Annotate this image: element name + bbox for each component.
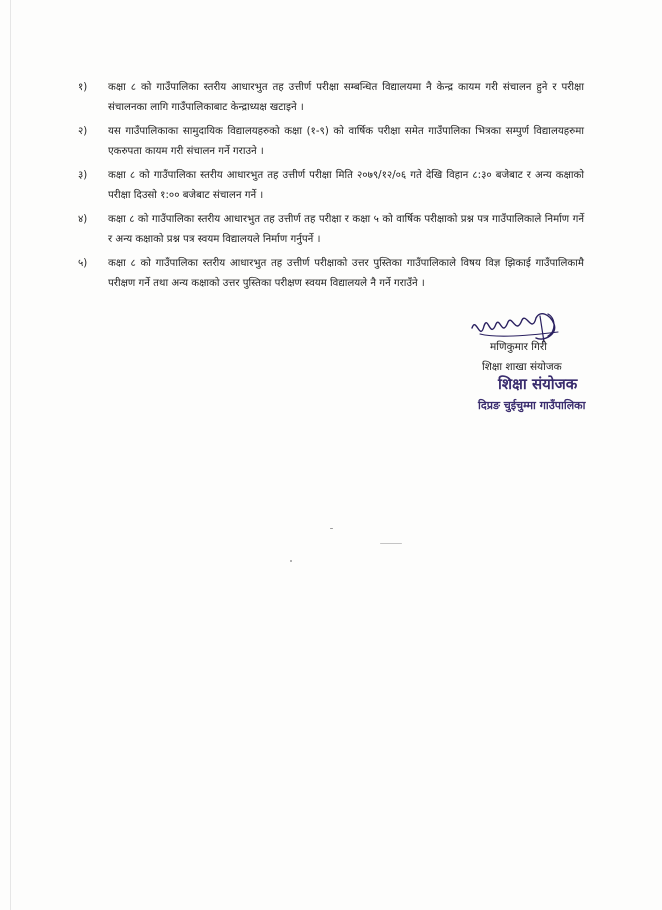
item-text: यस गाउँपालिकाका सामुदायिक विद्यालयहरुको कक्षा (१-९) को वार्षिक परीक्षा समेत गाउँपालिका भित्रका सम्पुर्ण विद्यालयहरुमा एकरुपता कायम गरी संचालन गर्ने गराउने ।: [108, 126, 584, 157]
item-number: २): [78, 126, 88, 137]
decision-list: [78, 78, 584, 298]
list-item: [78, 78, 584, 118]
list-item: [78, 166, 584, 206]
list-item: [78, 254, 584, 294]
signature-block: [462, 308, 622, 418]
item-text: कक्षा ८ को गाउँपालिका स्तरीय आधारभुत तह उत्तीर्ण परीक्षाको उत्तर पुस्तिका गाउँपालिकाले विषय विज्ञ झिकाई गाउँपालिकामै परीक्षण गर्ने तथा अन्य कक्षाको उत्तर पुस्तिका परीक्षण स्वयम विद्यालयले नै गर्ने गराउँने ।: [108, 258, 584, 289]
scan-speck: [380, 543, 402, 544]
page-edge-line: [10, 0, 11, 910]
list-item: [78, 122, 584, 162]
stamp-title: शिक्षा संयोजक: [498, 375, 578, 393]
item-text: कक्षा ८ को गाउँपालिका स्तरीय आधारभुत तह उत्तीर्ण परीक्षा मिति २०७९/१२/०६ गते देखि विहान ८:३० बजेबाट र अन्य कक्षाको परीक्षा दिउसो १:०० बजेबाट संचालन गर्ने ।: [108, 170, 584, 201]
stamp-office: दिप्रङ चुईचुम्मा गाउँपालिका: [478, 399, 586, 412]
item-text: कक्षा ८ को गाउँपालिका स्तरीय आधारभुत तह उत्तीर्ण तह परीक्षा र कक्षा ५ को वार्षिक परीक्षाको प्रश्न पत्र गाउँपालिकाले निर्माण गर्ने र अन्य कक्षाको प्रश्न पत्र स्वयम विद्यालयले निर्माण गर्नुपर्ने ।: [108, 214, 584, 245]
list-item: [78, 210, 584, 250]
signatory-designation: शिक्षा शाखा संयोजक: [482, 361, 562, 373]
scan-speck: [290, 560, 292, 562]
item-number: ४): [78, 214, 88, 225]
item-number: १): [78, 82, 88, 93]
item-number: ५): [78, 258, 88, 269]
signatory-name: मणिकुमार गिरी: [490, 341, 547, 353]
item-number: ३): [78, 170, 88, 181]
scan-speck: [330, 528, 333, 529]
item-text: कक्षा ८ को गाउँपालिका स्तरीय आधारभुत तह उत्तीर्ण परीक्षा सम्बन्धित विद्यालयमा नै केन्द्र कायम गरी संचालन हुने र परीक्षा संचालनका लागि गाउँपालिकाबाट केन्द्राध्यक्ष खटाइने ।: [108, 82, 584, 113]
